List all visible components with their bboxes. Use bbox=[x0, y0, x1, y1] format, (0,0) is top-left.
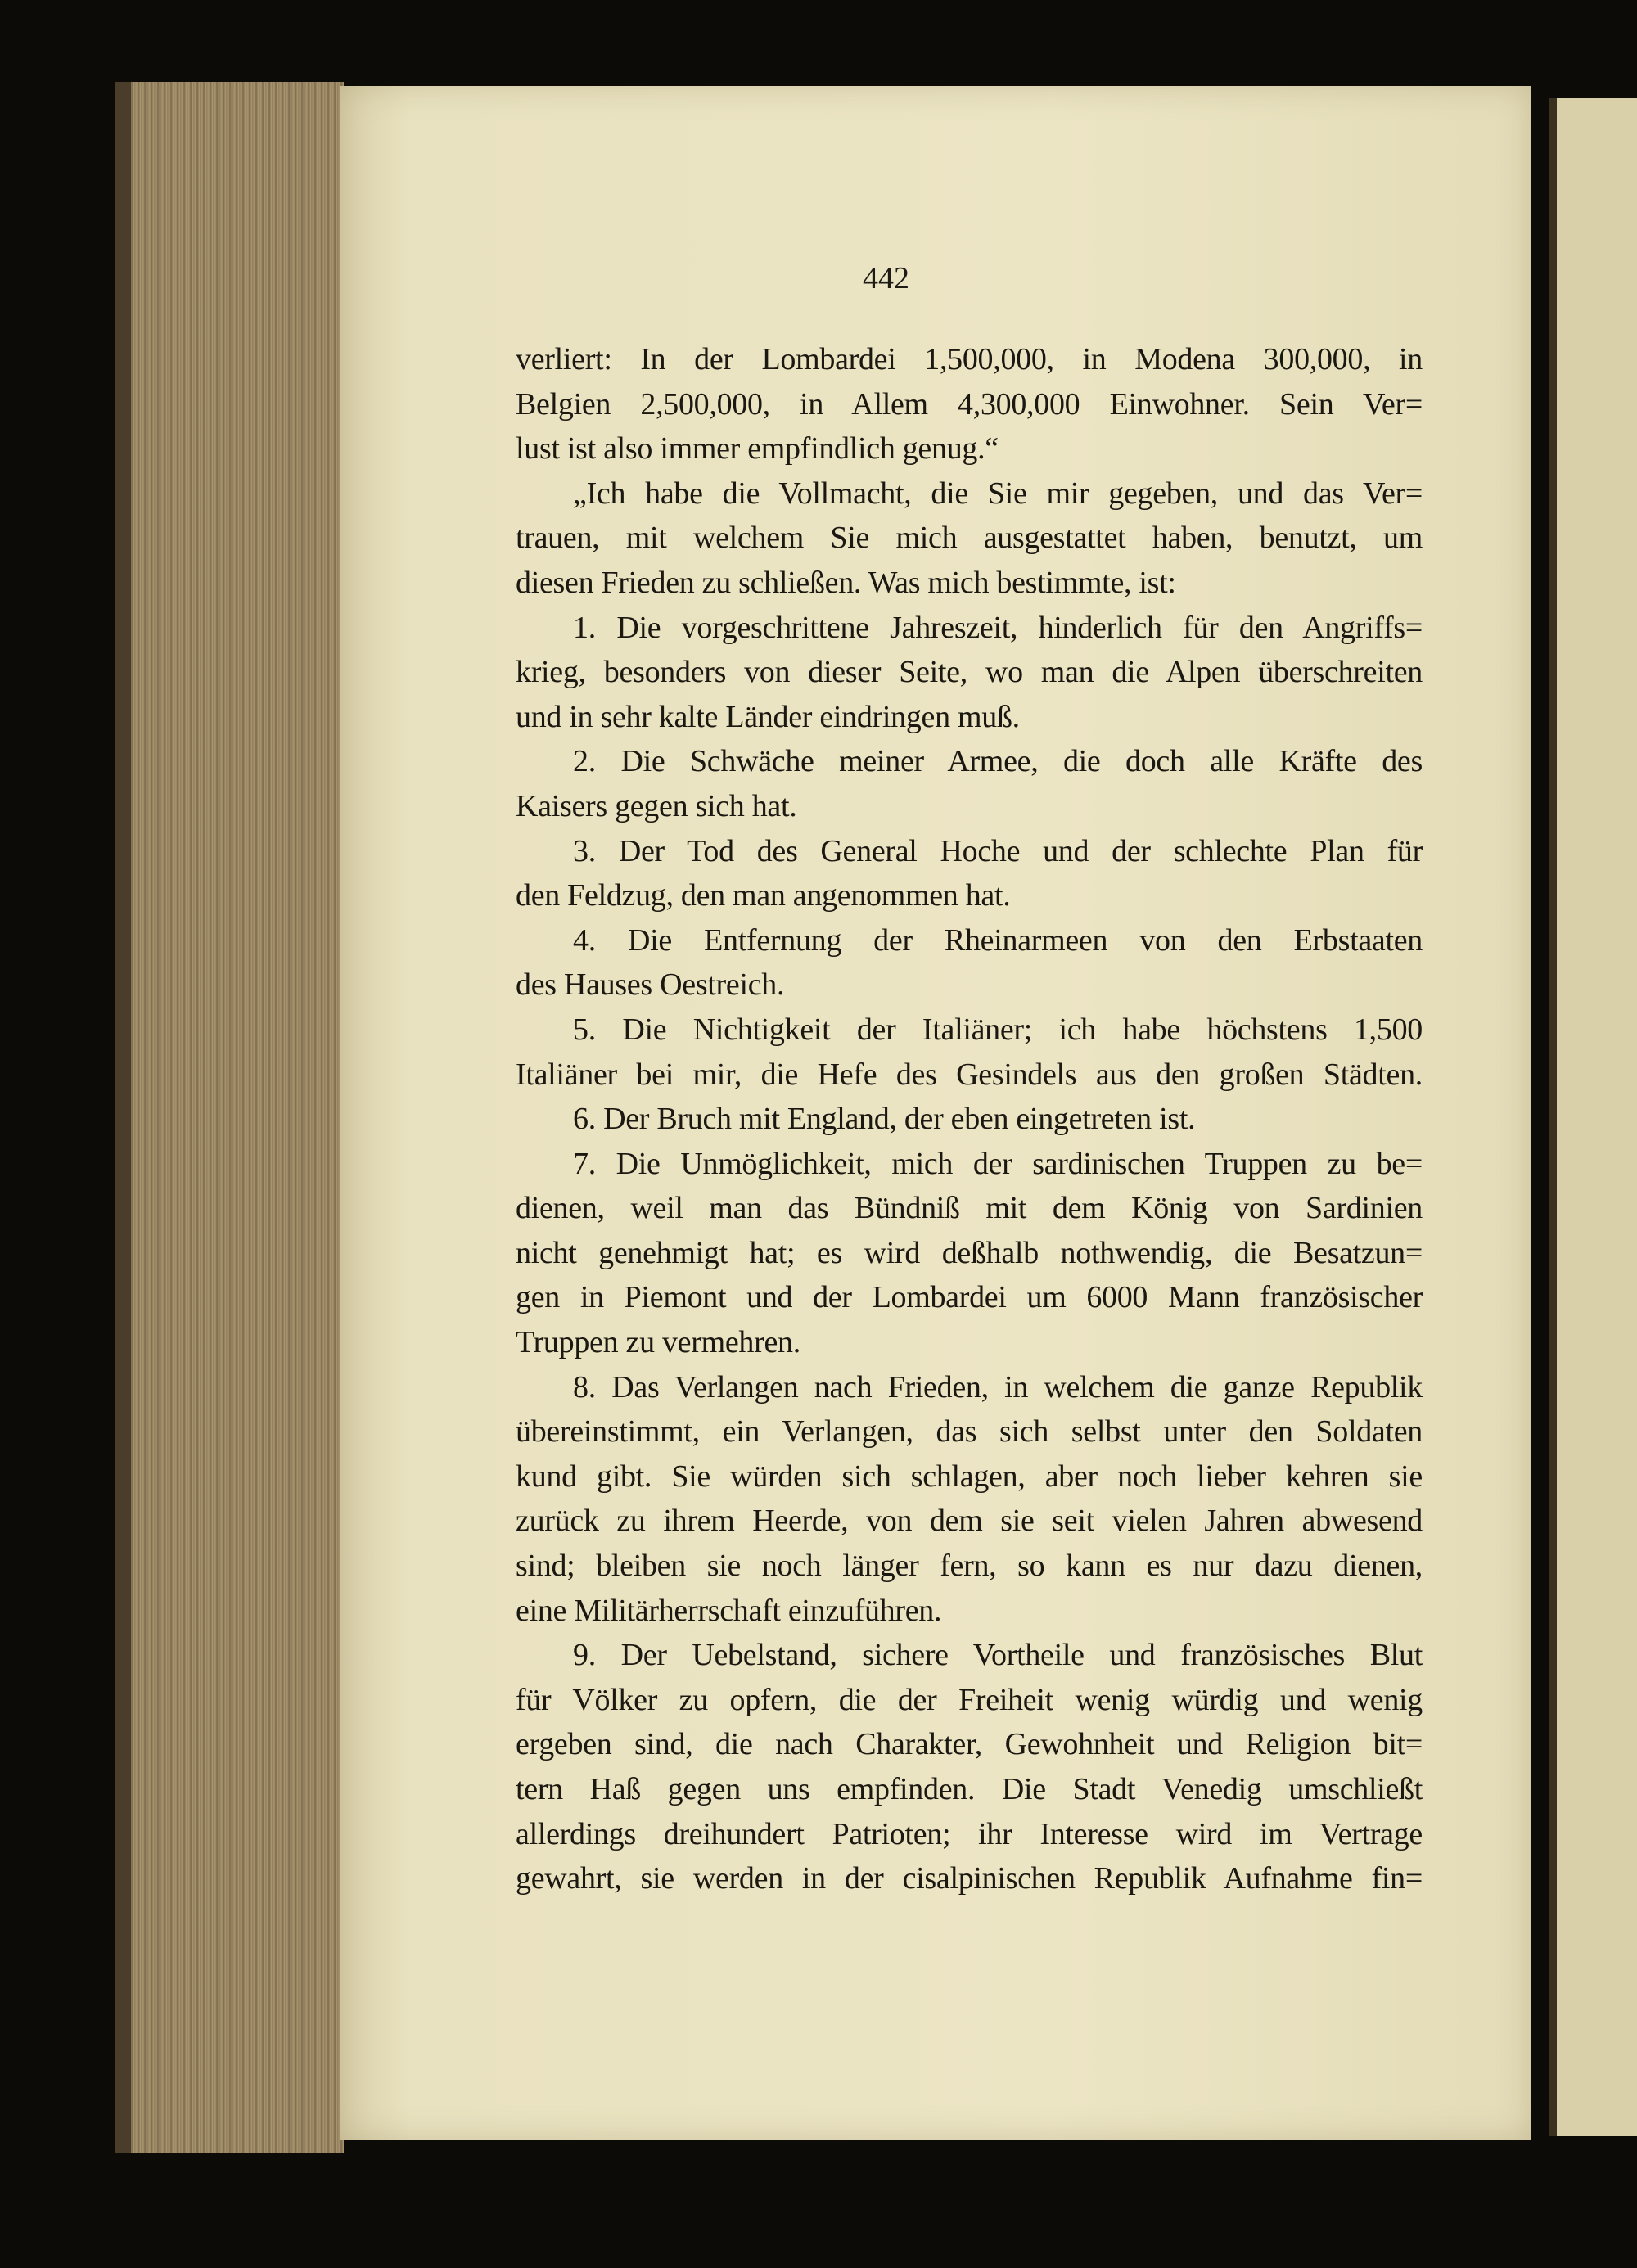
text-line: lust ist also immer empfindlich genug.“ bbox=[516, 431, 999, 467]
text-line: sind; bleiben sie noch länger fern, so kann es nur dazu dienen, bbox=[516, 1549, 1423, 1584]
text-line: 7. Die Unmöglichkeit, mich der sardinischen Truppen zu be= bbox=[573, 1146, 1423, 1181]
text-line: 8. Das Verlangen nach Frieden, in welchem die ganze Republik bbox=[573, 1369, 1423, 1405]
gutter-shadow bbox=[1549, 98, 1557, 2136]
text-line: ergeben sind, die nach Charakter, Gewohnheit und Religion bit= bbox=[516, 1727, 1423, 1762]
text-line: Belgien 2,500,000, in Allem 4,300,000 Einwohner. Sein Ver= bbox=[516, 386, 1423, 422]
text-line: Truppen zu vermehren. bbox=[516, 1325, 800, 1360]
text-line: eine Militärherrschaft einzuführen. bbox=[516, 1593, 942, 1628]
text-line: 3. Der Tod des General Hoche und der schlechte Plan für bbox=[573, 833, 1423, 868]
text-line: 1. Die vorgeschrittene Jahreszeit, hinderlich für den Angriffs= bbox=[573, 610, 1423, 645]
text-line: den Feldzug, den man angenommen hat. bbox=[516, 878, 1011, 913]
text-line: 9. Der Uebelstand, sichere Vortheile und französisches Blut bbox=[573, 1638, 1423, 1673]
text-line: gen in Piemont und der Lombardei um 6000 Mann französischer bbox=[516, 1280, 1423, 1315]
page-body-text bbox=[516, 337, 1423, 1901]
book-page-edges bbox=[115, 82, 344, 2153]
text-line: 2. Die Schwäche meiner Armee, die doch alle Kräfte des bbox=[573, 744, 1423, 779]
text-line: dienen, weil man das Bündniß mit dem König von Sardinien bbox=[516, 1191, 1423, 1226]
text-line: gewahrt, sie werden in der cisalpinischen Republik Aufnahme fin= bbox=[516, 1861, 1423, 1896]
text-line: und in sehr kalte Länder eindringen muß. bbox=[516, 699, 1020, 734]
text-line: trauen, mit welchem Sie mich ausgestattet haben, benutzt, um bbox=[516, 521, 1423, 556]
text-line: des Hauses Oestreich. bbox=[516, 967, 785, 1003]
text-line: 6. Der Bruch mit England, der eben eingetreten ist. bbox=[573, 1102, 1196, 1137]
text-line: Italiäner bei mir, die Hefe des Gesindels aus den großen Städten. bbox=[516, 1057, 1423, 1092]
text-line: Kaisers gegen sich hat. bbox=[516, 788, 797, 823]
text-line: für Völker zu opfern, die der Freiheit wenig würdig und wenig bbox=[516, 1682, 1423, 1717]
text-line: allerdings dreihundert Patrioten; ihr Interesse wird im Vertrage bbox=[516, 1816, 1423, 1851]
text-line: „Ich habe die Vollmacht, die Sie mir gegeben, und das Ver= bbox=[573, 476, 1423, 511]
book-edge-shadow bbox=[115, 82, 131, 2153]
text-line: krieg, besonders von dieser Seite, wo man die Alpen überschreiten bbox=[516, 655, 1423, 690]
text-line: verliert: In der Lombardei 1,500,000, in Modena 300,000, in bbox=[516, 342, 1423, 376]
text-line: diesen Frieden zu schließen. Was mich bestimmte, ist: bbox=[516, 565, 1176, 600]
text-line: übereinstimmt, ein Verlangen, das sich selbst unter den Soldaten bbox=[516, 1414, 1423, 1450]
text-line: kund gibt. Sie würden sich schlagen, aber noch lieber kehren sie bbox=[516, 1459, 1423, 1494]
text-line: nicht genehmigt hat; es wird deßhalb nothwendig, die Besatzun= bbox=[516, 1235, 1423, 1270]
text-line: 5. Die Nichtigkeit der Italiäner; ich habe höchstens 1,500 bbox=[573, 1012, 1423, 1047]
text-line: zurück zu ihrem Heerde, von dem sie seit vielen Jahren abwesend bbox=[516, 1504, 1423, 1539]
text-line: 4. Die Entfernung der Rheinarmeen von den Erbstaaten bbox=[573, 922, 1423, 958]
page-number: 442 bbox=[863, 261, 909, 295]
text-line: tern Haß gegen uns empfinden. Die Stadt Venedig umschließt bbox=[516, 1772, 1423, 1806]
facing-page-edge bbox=[1549, 98, 1637, 2136]
